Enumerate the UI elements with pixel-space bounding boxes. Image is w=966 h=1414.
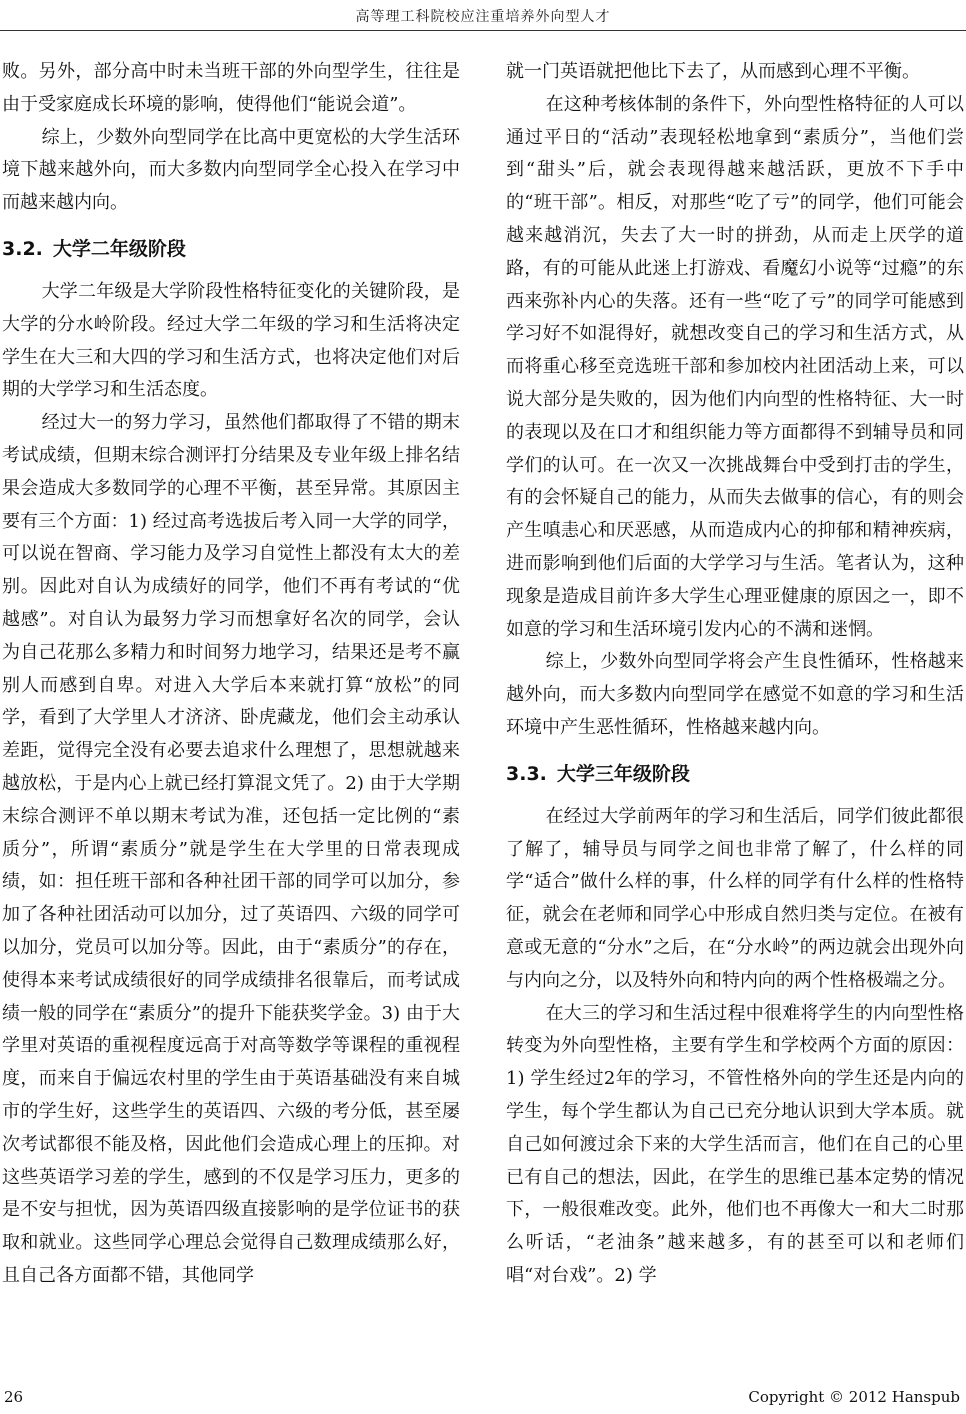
page-number: 26 [4,1388,24,1406]
section-number: 3.3. [506,762,547,785]
section-heading-3-3 [506,759,964,789]
paragraph: 经过大一的努力学习，虽然他们都取得了不错的期末考试成绩，但期末综合测评打分结果及专业年级上排名结果会造成大多数同学的心理不平衡，甚至异常。其原因主要有三个方面：1) 经过高考选拔后考入同一大学的同学，可以说在智商、学习能力及学习自觉性上都没有太大的差别。因此对自认为成绩好的同学，他们不再有考试的“优越感”。对自认为最努力学习而想拿好名次的同学，会认为自己花那么多精力和时间努力地学习，结果还是考不赢别人而感到自卑。对进入大学后本来就打算“放松”的同学，看到了大学里人才济济、卧虎藏龙，他们会主动承认差距，觉得完全没有必要去追求什么理想了，思想就越来越放松，于是内心上就已经打算混文凭了。2) 由于大学期末综合测评不单以期末考试为准，还包括一定比例的“素质分”，所谓“素质分”就是学生在大学里的日常表现成绩，如：担任班干部和各种社团干部的同学可以加分，参加了各种社团活动可以加分，过了英语四、六级的同学可以加分，党员可以加分等。因此，由于“素质分”的存在，使得本来考试成绩很好的同学成绩排名很靠后，而考试成绩一般的同学在“素质分”的提升下能获奖学金。3) 由于大学里对英语的重视程度远高于对高等数学等课程的重视程度，而来自于偏远农村里的学生由于英语基础没有来自城市的学生好，这些学生的英语四、六级的考分低，甚至屡次考试都很不能及格，因此他们会造成心理上的压抑。对这些英语学习差的学生，感到的不仅是学习压力，更多的是不安与担忧，因为英语四级直接影响的是学位证书的获取和就业。这些同学心理总会觉得自己数理成绩那么好，且自己各方面都不错，其他同学 [2,412,460,1286]
section-heading-3-2 [2,234,460,264]
paragraph: 综上，少数外向型同学在比高中更宽松的大学生活环境下越来越外向，而大多数内向型同学全心投入在学习中而越来越内向。 [2,126,460,214]
copyright-notice: Copyright © 2012 Hanspub [748,1388,960,1406]
paragraph: 综上，少数外向型同学将会产生良性循环，性格越来越外向，而大多数内向型同学在感觉不如意的学习和生活环境中产生恶性循环，性格越来越内向。 [506,651,964,738]
section-number: 3.2. [2,237,43,260]
section-title: 大学三年级阶段 [556,762,690,785]
left-column [2,56,460,1293]
paragraph: 败。另外，部分高中时未当班干部的外向型学生，往往是由于受家庭成长环境的影响，使得他们“能说会道”。 [2,61,460,115]
paragraph: 在这种考核体制的条件下，外向型性格特征的人可以通过平日的“活动”表现轻松地拿到“素质分”，当他们尝到“甜头”后，就会表现得越来越活跃，更放不下手中的“班干部”。相反，对那些“吃了亏”的同学，他们可能会越来越消沉，失去了大一时的拼劲，从而走上厌学的道路，有的可能从此迷上打游戏、看魔幻小说等“过瘾”的东西来弥补内心的失落。还有一些“吃了亏”的同学可能感到学习好不如混得好，就想改变自己的学习和生活方式，从而将重心移至竞选班干部和参加校内社团活动上来，可以说大部分是失败的，因为他们内向型的性格特征、大一时的表现以及在口才和组织能力等方面都得不到辅导员和同学们的认可。在一次又一次挑战舞台中受到打击的学生，有的会怀疑自己的能力，从而失去做事的信心，有的则会产生嗔恚心和厌恶感，从而造成内心的抑郁和精神疾病，进而影响到他们后面的大学学习与生活。笔者认为，这种现象是造成目前许多大学生心理亚健康的原因之一，即不如意的学习和生活环境引发内心的不满和迷惘。 [506,93,964,640]
paragraph: 就一门英语就把他比下去了，从而感到心理不平衡。 [506,61,920,82]
paragraph: 在经过大学前两年的学习和生活后，同学们彼此都很了解了，辅导员与同学之间也非常了解了，什么样的同学“适合”做什么样的事，什么样的同学有什么样的性格特征，就会在老师和同学心中形成自然归类与定位。在被有意或无意的“分水”之后，在“分水岭”的两边就会出现外向与内向之分，以及特外向和特内向的两个性格极端之分。 [506,805,964,991]
running-header: 高等理工科院校应注重培养外向型人才 [355,9,611,25]
header-rule [0,30,966,31]
section-title: 大学二年级阶段 [52,237,186,260]
paragraph: 在大三的学习和生活过程中很难将学生的内向型性格转变为外向型性格，主要有学生和学校两个方面的原因：1) 学生经过2年的学习，不管性格外向的学生还是内向的学生，每个学生都认为自己已充分地认识到大学本质。就自己如何渡过余下来的大学生活而言，他们在自己的心里已有自己的想法，因此，在学生的思维已基本定势的情况下，一般很难改变。此外，他们也不再像大一和大二时那么听话，“老油条”越来越多，有的甚至可以和老师们唱“对台戏”。2) 学 [506,1002,964,1286]
right-column [506,56,964,1293]
paragraph: 大学二年级是大学阶段性格特征变化的关键阶段，是大学的分水岭阶段。经过大学二年级的学习和生活将决定学生在大三和大四的学习和生活方式，也将决定他们对后期的大学学习和生活态度。 [2,280,460,401]
